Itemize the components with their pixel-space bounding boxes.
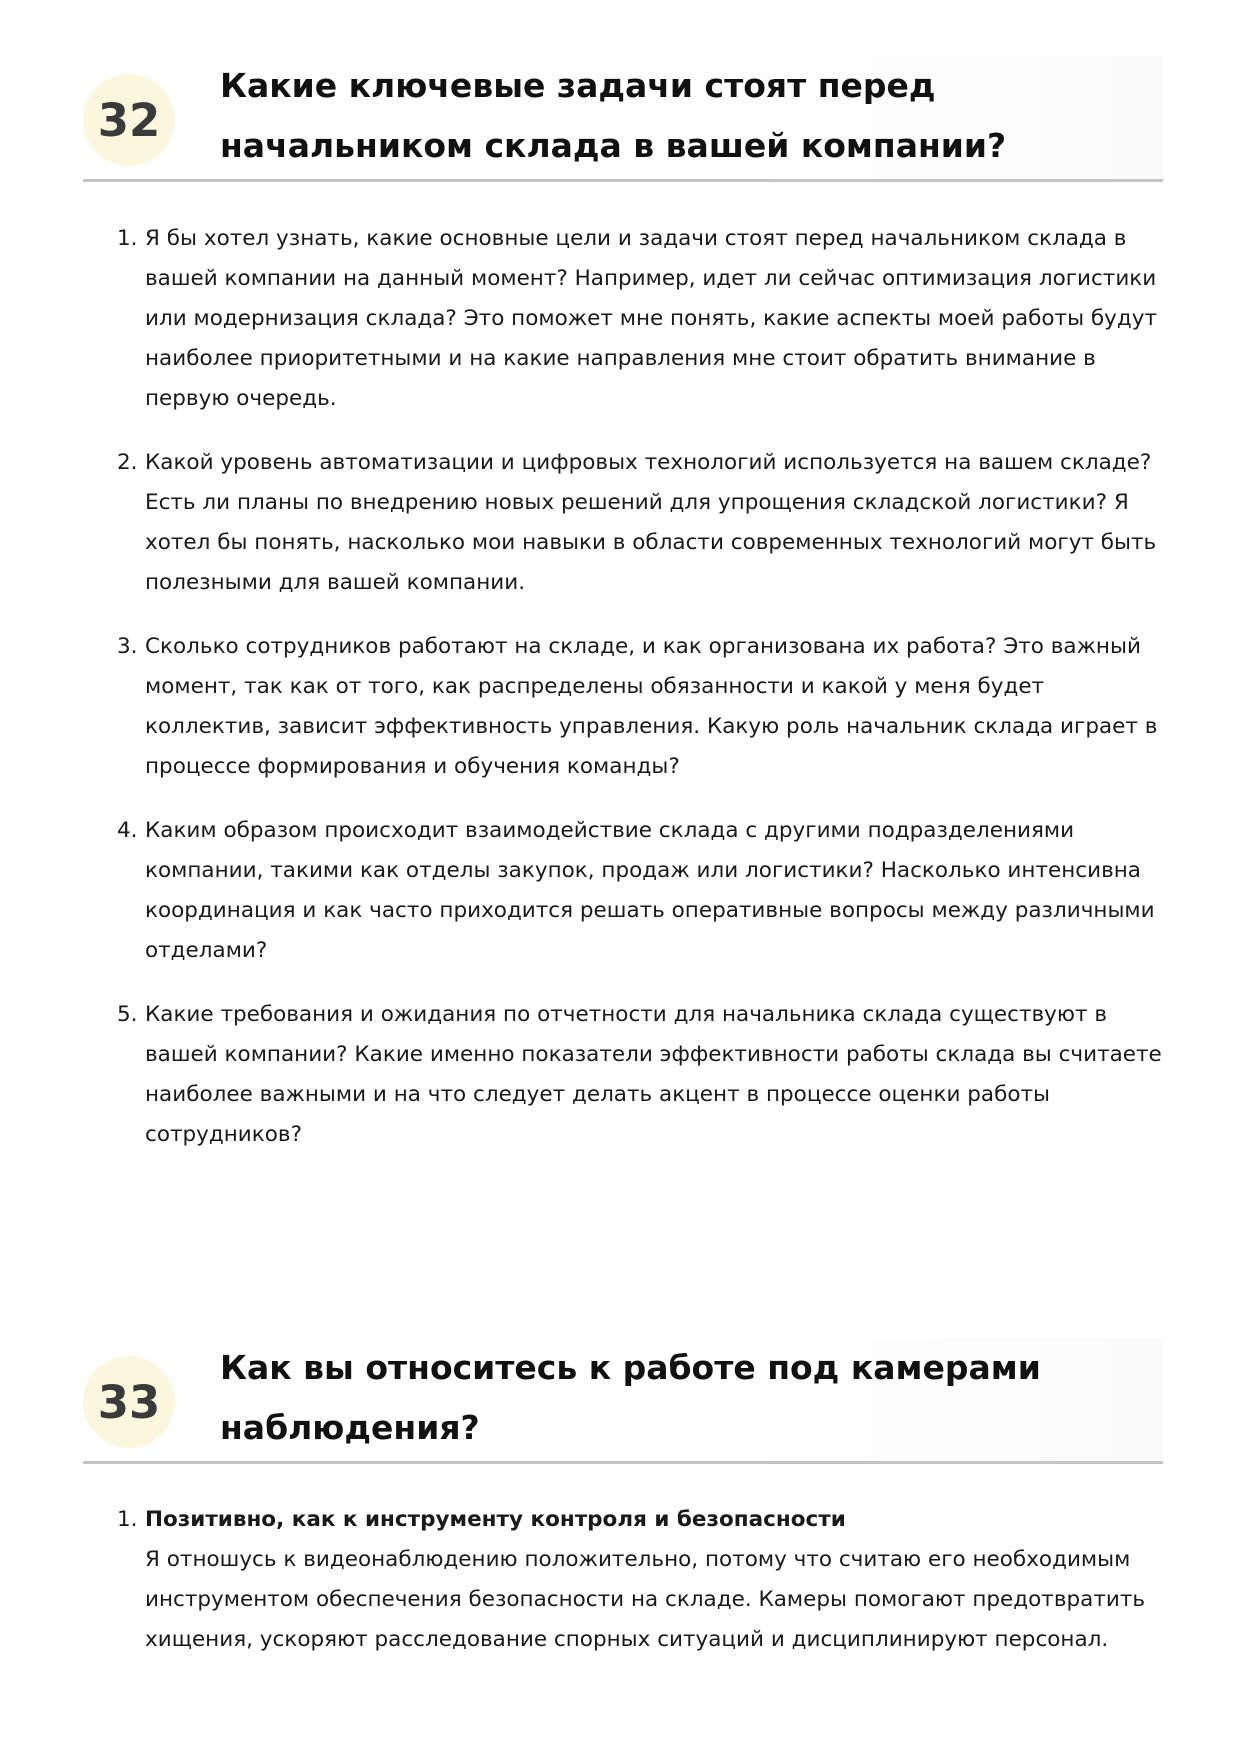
question-number-badge: 33 <box>83 1356 175 1448</box>
question-title: Как вы относитесь к работе под камерами наблюдения? <box>220 1348 1041 1447</box>
list-item-number: 4. <box>117 818 138 843</box>
question-title: Какие ключевые задачи стоят перед начальником склада в вашей компании? <box>220 66 1007 165</box>
list-item-number: 5. <box>117 1002 138 1027</box>
list-item <box>83 443 1163 603</box>
list-item-text: Какие требования и ожидания по отчетности для начальника склада существуют в вашей компании? Какие именно показатели эффективности работы склада вы считаете наиболее важными и на что следует делать акцент в процессе оценки работы сотрудников? <box>145 1002 1162 1147</box>
question-header <box>83 1338 1163 1464</box>
list-item-number: 2. <box>117 450 138 475</box>
list-item-text: Сколько сотрудников работают на складе, и как организована их работа? Это важный момент, так как от того, как распределены обязанности и какой у меня будет коллектив, зависит эффективность управления. Какую роль начальник склада играет в процессе формирования и обучения команды? <box>145 634 1158 779</box>
list-item-text: Я отношусь к видеонаблюдению положительно, потому что считаю его необходимым инструментом обеспечения безопасности на складе. Камеры помогают предотвратить хищения, ускоряют расследование спорных ситуаций и дисциплинируют персонал. <box>145 1547 1146 1652</box>
list-item-heading: Позитивно, как к инструменту контроля и безопасности <box>145 1507 846 1532</box>
list-item-text: Я бы хотел узнать, какие основные цели и задачи стоят перед начальником склада в вашей компании на данный момент? Например, идет ли сейчас оптимизация логистики или модернизация склада? Это поможет мне понять, какие аспекты моей работы будут наиболее приоритетными и на какие направления мне стоит обратить внимание в первую очередь. <box>145 226 1157 411</box>
list-item <box>83 811 1163 971</box>
list-item <box>83 1500 1163 1660</box>
question-number-badge: 32 <box>83 74 175 166</box>
list-item <box>83 219 1163 419</box>
list-item <box>83 995 1163 1155</box>
answer-list <box>83 219 1163 1155</box>
list-item <box>83 627 1163 787</box>
question-section-32 <box>83 56 1163 1179</box>
list-item-text: Какой уровень автоматизации и цифровых технологий используется на вашем складе? Есть ли планы по внедрению новых решений для упрощения складской логистики? Я хотел бы понять, насколько мои навыки в области современных технологий могут быть полезными для вашей компании. <box>145 450 1157 595</box>
list-item-text: Каким образом происходит взаимодействие склада с другими подразделениями компании, такими как отделы закупок, продаж или логистики? Насколько интенсивна координация и как часто приходится решать оперативные вопросы между различными отделами? <box>145 818 1155 963</box>
list-item-number: 1. <box>117 1507 138 1532</box>
question-header <box>83 56 1163 182</box>
list-item-number: 3. <box>117 634 138 659</box>
list-item-number: 1. <box>117 226 138 251</box>
answer-list <box>83 1500 1163 1660</box>
question-section-33 <box>83 1338 1163 1684</box>
